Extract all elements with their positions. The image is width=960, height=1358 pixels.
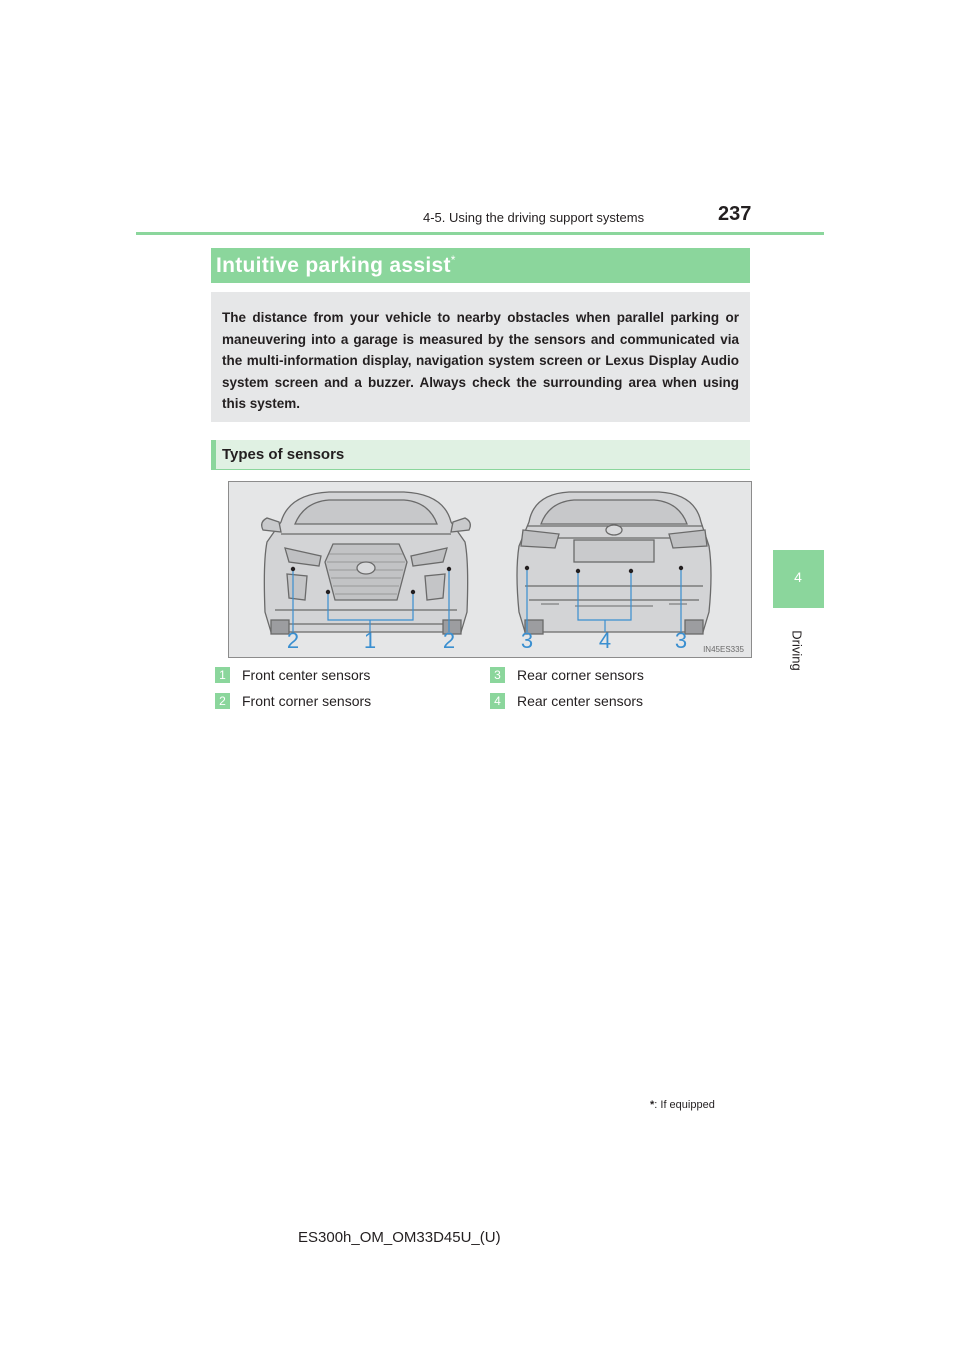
running-header: 4-5. Using the driving support systems — [423, 210, 645, 225]
sensor-dot — [447, 567, 451, 571]
equipped-marker: * — [450, 253, 456, 267]
legend-badge: 1 — [215, 667, 230, 683]
section-title — [216, 253, 456, 278]
legend-label: Front center sensors — [242, 667, 371, 683]
chapter-tab-label-text: Driving — [789, 630, 805, 671]
callout-number: 2 — [442, 628, 456, 653]
sensor-dot — [576, 569, 580, 573]
header-rule — [136, 232, 824, 235]
footnote-marker: * — [650, 1099, 655, 1111]
callout-number: 3 — [520, 628, 534, 653]
legend-label: Rear corner sensors — [517, 667, 644, 683]
sensor-illustration — [228, 481, 752, 658]
section-title-text: Intuitive parking assist — [216, 254, 451, 277]
sensor-dot — [411, 590, 415, 594]
callout-number: 1 — [363, 628, 377, 653]
page-number: 237 — [718, 203, 752, 225]
footnote-text: : If equipped — [654, 1099, 715, 1111]
callout-number: 3 — [674, 628, 688, 653]
callout-number: 4 — [598, 628, 612, 653]
sensor-dot — [679, 566, 683, 570]
footnote — [650, 1099, 715, 1111]
car-diagram — [229, 482, 751, 657]
subsection-title: Types of sensors — [222, 446, 345, 463]
chapter-tab-label — [782, 621, 812, 681]
subsection-accent — [211, 440, 216, 470]
sensor-dot — [525, 566, 529, 570]
legend-label: Front corner sensors — [242, 693, 372, 709]
sensor-dot — [291, 567, 295, 571]
document-code: ES300h_OM_OM33D45U_(U) — [298, 1229, 501, 1246]
legend-badge: 3 — [490, 667, 505, 683]
rear-car-illustration — [517, 492, 711, 634]
intro-text: The distance from your vehicle to nearby obstacles when parallel parking or maneuvering into a garage is measured by the sensors and communicated via the multi-information display, navigation system screen or Lexus Display Audio system screen and a buzzer. Always check the surrounding area when using this system. — [222, 310, 739, 411]
legend-badge: 2 — [215, 693, 230, 709]
sensor-dot — [326, 590, 330, 594]
sensor-dot — [629, 569, 633, 573]
legend-badge: 4 — [490, 693, 505, 709]
callout-number: 2 — [286, 628, 300, 653]
illustration-code: IN45ES335 — [703, 645, 744, 654]
legend-label: Rear center sensors — [517, 693, 644, 709]
chapter-tab-number: 4 — [794, 569, 802, 585]
